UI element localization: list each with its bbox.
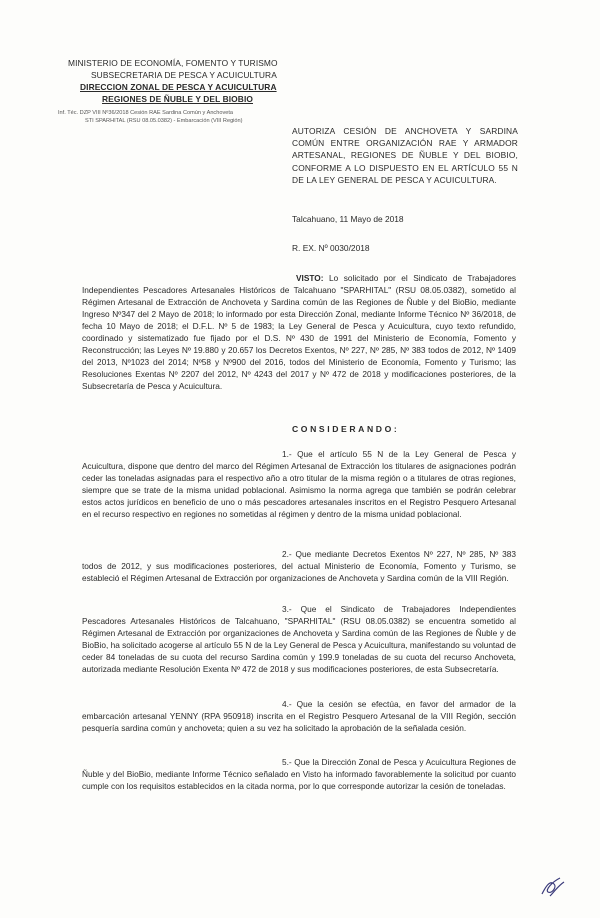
considerando-1 <box>82 448 516 520</box>
direction-name: DIRECCION ZONAL DE PESCA Y ACUICULTURA <box>80 82 277 92</box>
considerando-3 <box>82 603 516 675</box>
considerando-5-text: 5.- Que la Dirección Zonal de Pesca y Acuicultura Regiones de Ñuble y del BioBio, mediante Informe Técnico señalado en Visto ha informado favorablemente la solicitud por cuanto cumple con los requisitos establecidos en la citada norma, por lo que corresponde autorizar la cesión de toneladas. <box>82 757 516 791</box>
considerando-4 <box>82 698 516 734</box>
regions-name: REGIONES DE ÑUBLE Y DEL BIOBIO <box>102 94 253 104</box>
reference-line-2: STI SPARHITAL (RSU 08.05.0382) - Embarcación (VIII Región) <box>85 118 243 124</box>
undersecretariat-name: SUBSECRETARIA DE PESCA Y ACUICULTURA <box>91 70 277 80</box>
resolution-subject: AUTORIZA CESIÓN DE ANCHOVETA Y SARDINA COMÚN ENTRE ORGANIZACIÓN RAE Y ARMADOR ARTESANAL, REGIONES DE ÑUBLE Y DEL BIOBIO, CONFORME A LO DISPUESTO EN EL ARTÍCULO 55 N DE LA LEY GENERAL DE PESCA Y ACUICULTURA. <box>292 126 518 185</box>
visto-label: VISTO: <box>296 273 324 283</box>
letterhead <box>58 57 298 125</box>
considerando-3-text: 3.- Que el Sindicato de Trabajadores Independientes Pescadores Artesanales Históricos de Talcahuano, "SPARHITAL" (RSU 08.05.0382) se encuentra sometido al Régimen Artesanal de Extracción por organizaciones de Anchoveta y Sardina común de las Regiones de Ñuble y de BioBio, ha solicitado acogerse al artículo 55 N de la Ley General de Pesca y Acuicultura, manifestando su voluntad de ceder 84 toneladas de su cuota del recurso Sardina común y 199.9 toneladas de su cuota del recurso Anchoveta, autorizada mediante Resolución Exenta Nº 472 de 2018 y sus modificaciones posteriores, de esta Subsecretaría. <box>82 604 517 674</box>
ministry-name: MINISTERIO DE ECONOMÍA, FOMENTO Y TURISMO <box>68 58 278 68</box>
considerando-2 <box>82 548 516 584</box>
considerando-5 <box>82 756 516 792</box>
reference-line-1: Inf. Téc. DZP VIII Nº36/2018 Cesión RAE Sardina Común y Anchoveta <box>58 110 234 116</box>
considerando-1-text: 1.- Que el artículo 55 N de la Ley General de Pesca y Acuicultura, dispone que dentro del marco del Régimen Artesanal de Extracción los titulares de asignaciones podrán ceder las toneladas asignadas para el respectivo año a otro titular de la misma región o a titulares de otras regiones, siempre que se trate de la misma unidad poblacional. Asimismo la norma agrega que también se podrán celebrar estos actos jurídicos en beneficio de uno o más pescadores artesanales inscritos en el Registro Pesquero Artesanal en el recurso respectivo en regiones no sometidas al régimen y dentro de la misma unidad poblacional. <box>82 449 516 519</box>
resolution-number: R. EX. Nº 0030/2018 <box>292 243 370 253</box>
visto-paragraph <box>82 272 516 392</box>
place-date: Talcahuano, 11 Mayo de 2018 <box>292 214 404 224</box>
signature-mark-icon <box>538 872 568 902</box>
considerando-2-text: 2.- Que mediante Decretos Exentos Nº 227, Nº 285, Nº 383 todos de 2012, y sus modificaciones posteriores, del actual Ministerio de Economía, Fomento y Turismo, se estableció el Régimen Artesanal de Extracción por organizaciones de Anchoveta y Sardina común de la VIII Región. <box>82 549 516 583</box>
visto-section <box>82 272 516 392</box>
considerando-heading: CONSIDERANDO: <box>292 424 400 434</box>
visto-text: Lo solicitado por el Sindicato de Trabajadores Independientes Pescadores Artesanales Históricos de Talcahuano "SPARHITAL" (RSU 08.05.0382), sometido al Régimen Artesanal de Extracción de Anchoveta y Sardina común de las Regiones de Ñuble y del BioBio, mediante Ingreso Nº347 del 2 Mayo de 2018; lo informado por esta Dirección Zonal, mediante Informe Técnico Nº 36/2018, de fecha 10 Mayo de 2018; el D.F.L. Nº 5 de 1983; la Ley General de Pesca y Acuicultura, cuyo texto refundido, coordinado y sistematizado fue fijado por el D.S. Nº 430 de 1991 del Ministerio de Economía, Fomento y Reconstrucción; las Leyes Nº 19.880 y 20.657 los Decretos Exentos, Nº 227, Nº 285, Nº 383 todos de 2012, Nº 1409 del 2013, Nº1023 del 2014; Nº58 y Nº900 del 2016, todos del Ministerio de Economía, Fomento y Turismo; las Resoluciones Exentas Nº 2207 del 2012, Nº 4243 del 2017 y Nº 472 de 2018 y modificaciones posteriores, de la Subsecretaría de Pesca y Acuicultura. <box>82 273 516 391</box>
considerando-4-text: 4.- Que la cesión se efectúa, en favor del armador de la embarcación artesanal YENNY (RPA 950918) inscrita en el Registro Pesquero Artesanal de la VIII Región, sección pesquería sardina común y anchoveta; quien a su vez ha solicitado la aprobación de la señalada cesión. <box>82 699 516 733</box>
